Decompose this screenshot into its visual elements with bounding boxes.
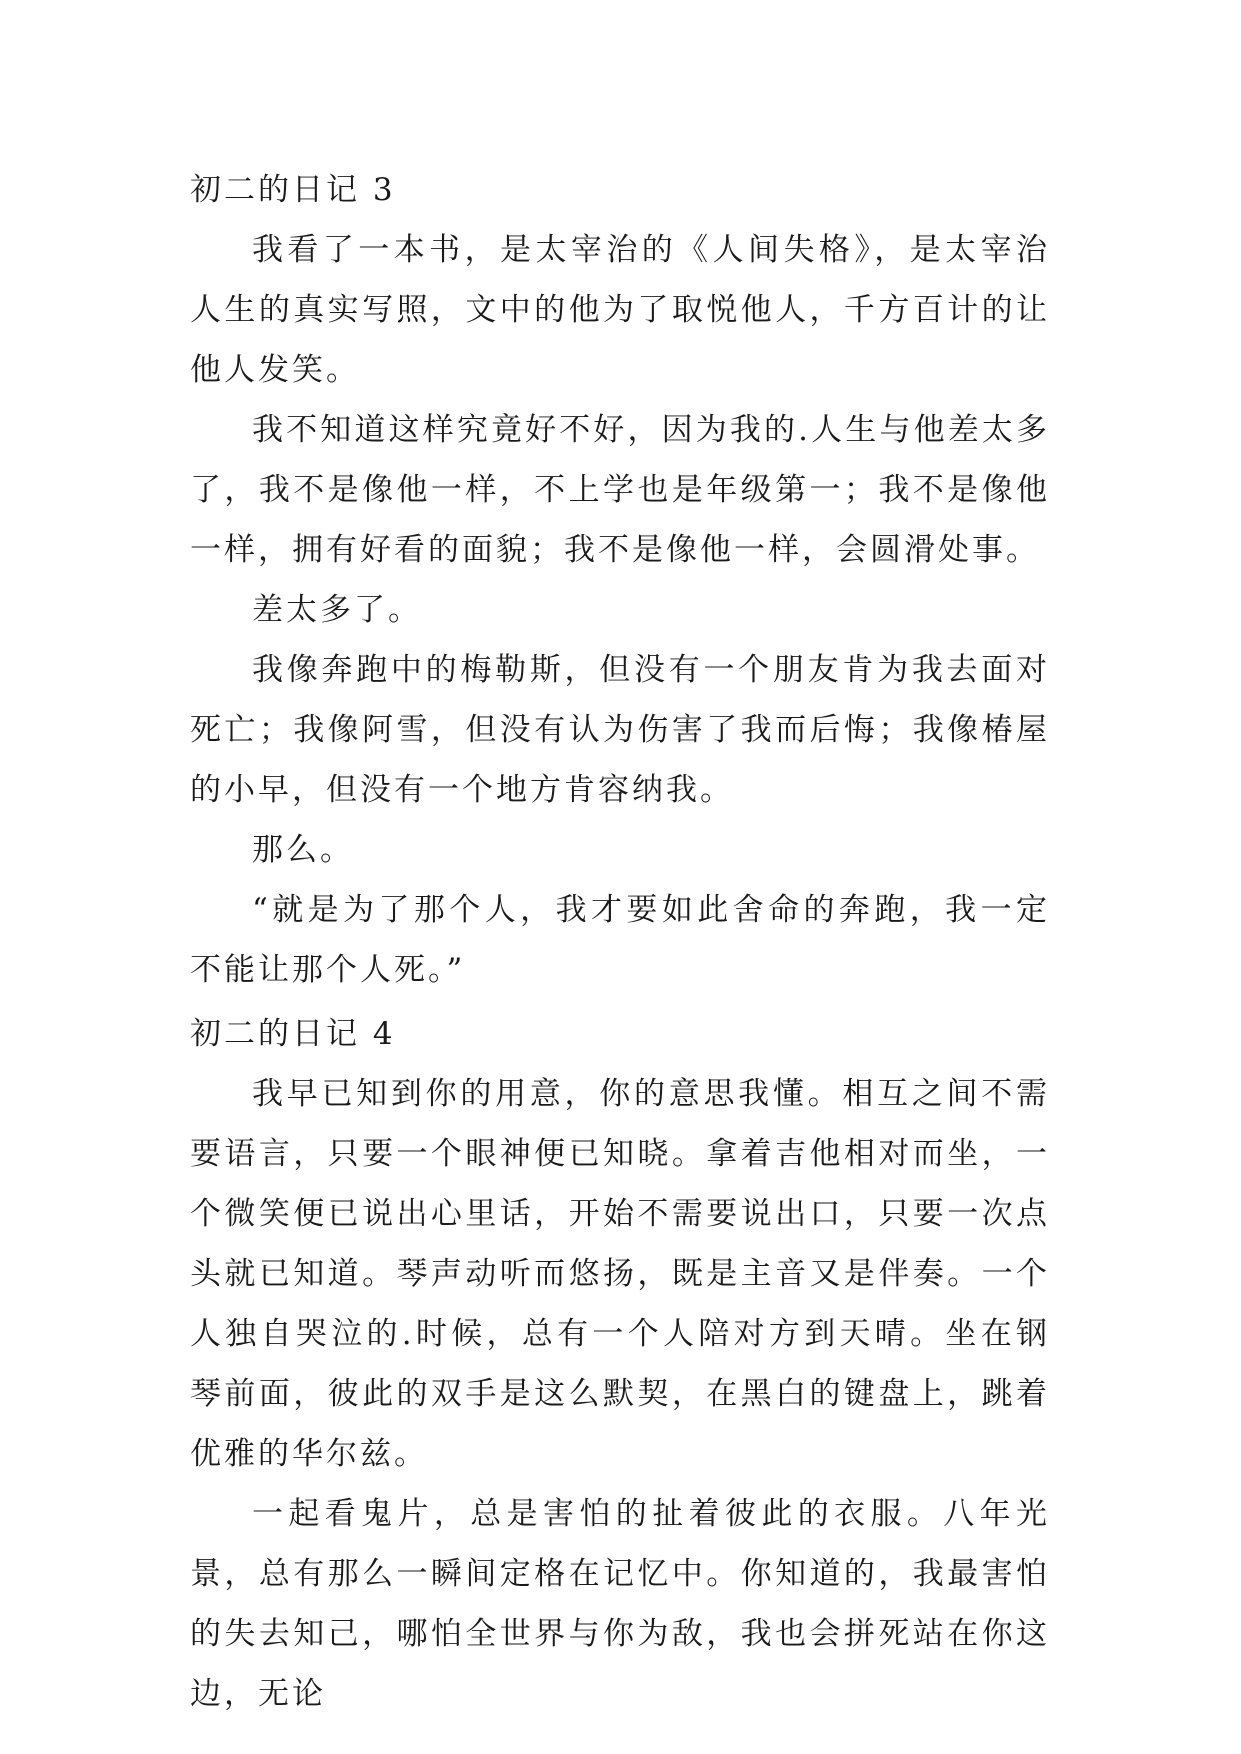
paragraph: 差太多了。 — [252, 592, 422, 628]
paragraph: “就是为了那个人，我才要如此舍命的奔跑，我一定不能让那个人死。” — [190, 892, 1050, 988]
diary-section-3 — [190, 160, 1050, 1000]
paragraph: 我像奔跑中的梅勒斯，但没有一个朋友肯为我去面对死亡；我像阿雪，但没有认为伤害了我而后悔；我像椿屋的小早，但没有一个地方肯容纳我。 — [190, 652, 1050, 808]
section-heading: 初二的日记 3 — [190, 172, 396, 208]
paragraph: 我早已知到你的用意，你的意思我懂。相互之间不需要语言，只要一个眼神便已知晓。拿着吉他相对而坐，一个微笑便已说出心里话，开始不需要说出口，只要一次点头就已知道。琴声动听而悠扬，既是主音又是伴奏。一个人独自哭泣的.时候，总有一个人陪对方到天晴。坐在钢琴前面，彼此的双手是这么默契，在黑白的键盘上，跳着优雅的华尔兹。 — [190, 1076, 1050, 1472]
document-body — [190, 160, 1050, 1724]
paragraph: 我不知道这样究竟好不好，因为我的.人生与他差太多了，我不是像他一样，不上学也是年级第一；我不是像他一样，拥有好看的面貌；我不是像他一样，会圆滑处事。 — [190, 412, 1050, 568]
paragraph: 那么。 — [252, 832, 354, 868]
paragraph: 一起看鬼片，总是害怕的扯着彼此的衣服。八年光景，总有那么一瞬间定格在记忆中。你知道的，我最害怕的失去知己，哪怕全世界与你为敌，我也会拼死站在你这边，无论 — [190, 1496, 1050, 1712]
diary-section-4 — [190, 1004, 1050, 1724]
paragraph: 我看了一本书，是太宰治的《人间失格》，是太宰治人生的真实写照，文中的他为了取悦他人，千方百计的让他人发笑。 — [190, 232, 1050, 388]
section-heading: 初二的日记 4 — [190, 1016, 396, 1052]
